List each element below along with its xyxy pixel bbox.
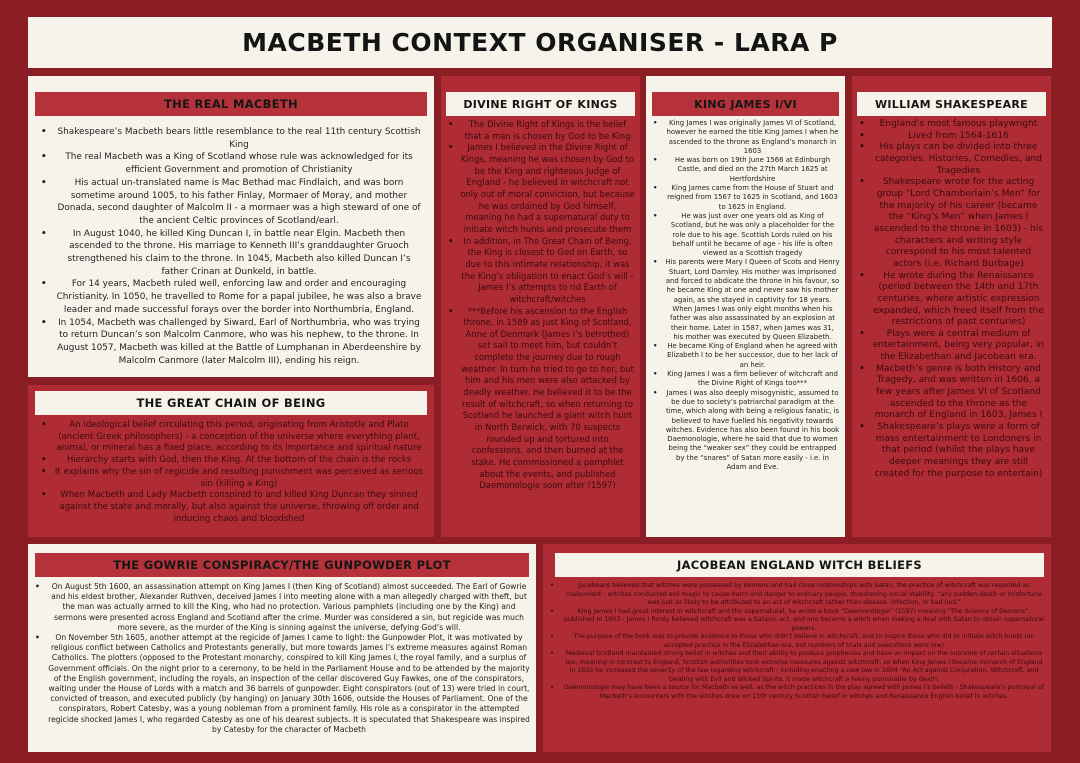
heading-gowrie: THE GOWRIE CONSPIRACY/THE GUNPOWDER PLOT: [35, 553, 529, 577]
panel-great-chain: [28, 385, 434, 537]
page-title: MACBETH CONTEXT ORGANISER - LARA P: [242, 28, 838, 57]
list-item: • The Divine Right of Kings is the belief that a man is chosen by God to be King: [444, 119, 637, 142]
list-item: • He wrote during the Renaissance (period between the 14th and 17th centuries, where artistic expression expanded, which freed itself from the restrictions of past centuries): [855, 271, 1048, 329]
list-item: • He became King of England when he agreed with Elizabeth I to be her successor, due to her lack of an heir.: [649, 342, 842, 370]
list-item: • His plays can be divided into three categories: Histories, Comedies, and Tragedies: [855, 142, 1048, 177]
heading-witch-beliefs: JACOBEAN ENGLAND WITCH BELIEFS: [555, 553, 1044, 577]
heading-real-macbeth: THE REAL MACBETH: [35, 92, 427, 116]
list-item: • Medieval Scotland maintained strong belief in witches and their ability to produce prophecies and have an impact on the outcome of certain situations too, meaning in contrast to England, Scottish authorities took extreme measures against witchcraft, so when King James I became monarch of England in 1603 he increased the severity of the law regarding witchcraft - including enacting a new law in 1604 “An Act against Conjuration, Witchcraft, and Dealing with Evil and Wicked Spirits, it made witchcraft a felony punishable by death.: [546, 650, 1048, 684]
list-king-james: [649, 119, 842, 472]
list-item: • King James came from the House of Stuart and reigned from 1567 to 1625 in Scotland, and 1603 to 1625 in England.: [649, 184, 842, 212]
list-item: • Daemonologie may have been a source for Macbeth as well, as the witch practices in the play agreed with James I’s beliefs - Shakespeare’s portrayal of Macbeth’s encounters with the witches drew on 11th century Scottish belief in witches and Renaissance English belief in witches.: [546, 684, 1048, 701]
list-item: • It explains why the sin of regicide and resulting punishment was perceived as serious sin (killing a King): [37, 467, 427, 490]
list-item: • He was just over one years old as King of Scotland, but he was only a placeholder for the role due to his age. Scottish Lords ruled on his behalf until he became of age - his life is often viewed as a Scottish tragedy: [649, 212, 842, 258]
list-item: • The purpose of the book was to provide evidence to those who didn’t believe in witchcraft, and to inspire those who did to initiate witch hunts (an accepted practice in the Elizabethan era, but numbers of trials and executions were low): [546, 633, 1048, 650]
list-item: • King James I was originally James VI of Scotland, however he earned the title King James I when he ascended to the throne as England’s monarch in 1603: [649, 119, 842, 156]
list-item: • Hierarchy starts with God, then the King. At the bottom of the chain is the rocks: [37, 455, 427, 467]
list-item: • In August 1040, he killed King Duncan I, in battle near Elgin. Macbeth then ascended to the throne. His marriage to Kenneth III’s granddaughter Gruoch strengthened his claim to the throne. In 1045, Macbeth also killed Duncan I’s father Crinan at Dunkeld, in battle.: [37, 228, 427, 279]
list-item: • England’s most famous playwright: [855, 119, 1048, 131]
list-item: • ***Before his ascension to the English throne, in 1589 as just King of Scotland, Anne of Denmark (James I’s betrothed) set sail to meet him, but couldn’t complete the journey due to rough weather. In turn he tried to go to her, but him and his men were also attacked by deadly weather. He believed it to be the result of witchcraft, so when returning to Scotland he launched a giant witch hunt in North Berwick, with 70 suspects rounded up and tortured into confessions, and then burned at the stake. He commissioned a pamphlet about the events, and published Daemonologie soon after (1597): [444, 306, 637, 493]
list-item: • His actual un-translated name is Mac Bethad mac Findlaich, and was born sometime around 1005, to his father Finlay, Mormaer of Moray, and mother Donada, second daughter of Malcolm II - a mormaer was a high steward of one of the ancient Celtic provinces of Scotland/earl.: [37, 177, 427, 228]
list-item: • King James I had great interest in witchcraft and the supernatural, he wrote a book “Daemonologie” (1597) meaning “The Science of Demons”, published in 1603 - James I firmly believed witchcraft was a Satanic act, and one became a witch when making a deal with Satan to obtain supernatural powers.: [546, 608, 1048, 634]
list-item: • When Macbeth and Lady Macbeth conspired to and killed King Duncan they sinned against the state and morally, but also against the universe, throwing off order and inducing chaos and bloodshed: [37, 490, 427, 525]
list-item: • James I believed in the Divine Right of Kings, meaning he was chosen by God to be the King and righteous Judge of England - he believed in witchcraft not only out of moral conviction, but because he was ordained by God himself, meaning he had a supernatural duty to initiate witch hunts and prosecute them: [444, 142, 637, 235]
panel-king-james: [646, 76, 845, 537]
list-witch-beliefs: [546, 582, 1048, 701]
title-bar: [28, 17, 1052, 68]
panel-real-macbeth: [28, 76, 434, 377]
panel-witch-beliefs: [543, 544, 1051, 752]
list-item: • Jacobeans believed that witches were possessed by demons and had close relationships with Satan, the practice of witchcraft was regarded as malevolent - witches conducted evil magic to cause harm and danger to ordinary people, threatening social stability. “any sudden death or misfortune was just as likely to be attributed to an act of witchcraft rather than disease, infection, or bad luck”: [546, 582, 1048, 608]
list-gowrie: [31, 582, 533, 735]
list-item: • Lived from 1564-1616: [855, 131, 1048, 143]
list-divine-right: [444, 119, 637, 492]
panel-divine-right: [441, 76, 640, 537]
list-item: • On November 5th 1605, another attempt at the regicide of James I came to light: the Gunpowder Plot, it was motivated by religious conflict between Catholics and Protestants generally, but more towards James I’s extreme measures against Roman Catholics. The plotters (opposed to the Protestant monarchy, conspired to kill King James I, the royal family, and a surplus of Government officials. On the night prior to a ceremony, to be held in the Parliament House and to be attended by the majority of the English government, including the royals, an inspection of the cellar discovered Guy Fawkes, one of the conspirators, waiting under the House of Lords with a match and 36 barrels of gunpowder. Eight conspirators (out of 13) were tried in court, convicted of treason, and executed publicly (by hanging) on January 30th 1606, outside the Houses of Parliament. One of the conspirators, Robert Catesby, was a young nobleman from a prominent family. His role as a conspirator in the attempted regicide shocked James I, who regarded Catesby as one of his dearest subjects. It is speculated that Shakespeare was inspired by Catesby for the character of Macbeth: [31, 633, 533, 735]
list-item: • The real Macbeth was a King of Scotland whose rule was acknowledged for its efficient Government and promotion of Christianity: [37, 151, 427, 176]
list-item: • On August 5th 1600, an assassination attempt on King James I (then King of Scotland) almost succeeded. The Earl of Gowrie and his eldest brother, Alexander Ruthven, deceived James I into meeting alone with a man allegedly charged with theft, but the man was actually armed to kill the King, who had no protection. Various pamphlets (including one by the King) and sermons were presented across England and Scotland after the crime. Murder was considered a sin, but regicide was much more severe, as the murder of the King is sinning against the universe, defying God’s will.: [31, 582, 533, 633]
heading-king-james: KING JAMES I/VI: [652, 92, 839, 116]
heading-great-chain: THE GREAT CHAIN OF BEING: [35, 391, 427, 415]
list-item: • Shakespeare’s Macbeth bears little resemblance to the real 11th century Scottish King: [37, 126, 427, 151]
list-item: • His parents were Mary I Queen of Scots and Henry Stuart, Lord Darnley. His mother was imprisoned and forced to abdicate the throne in his favour, so he became King at one and never saw his mother again, as she stayed in captivity for 18 years. When James I was only eight months when his father was also assassinated by an explosion at their home. Later in 1587, when James was 31, his mother was executed by Queen Elizabeth.: [649, 258, 842, 342]
list-item: • Macbeth’s genre is both History and Tragedy, and was written in 1606, a few years after James VI of Scotland ascended to the throne as the monarch of England in 1603, James I: [855, 364, 1048, 422]
heading-shakespeare: WILLIAM SHAKESPEARE: [857, 92, 1046, 116]
heading-divine-right: DIVINE RIGHT OF KINGS: [446, 92, 635, 116]
list-item: • For 14 years, Macbeth ruled well, enforcing law and order and encouraging Christianity. In 1050, he travelled to Rome for a papal jubilee, he was also a brave leader and made successful forays over the border into Northumbria, England.: [37, 278, 427, 316]
list-item: • Shakespeare’s plays were a form of mass entertainment to Londoners in that period (whilst the plays have deeper meanings they are still created for the purpose to entertain): [855, 422, 1048, 480]
list-item: • In addition, in The Great Chain of Being, the King is closest to God on Earth, so due to this intimate relationship, it was the King’s obligation to enact God’s will - James I’s attempts to rid Earth of witchcraft/witches: [444, 236, 637, 306]
list-shakespeare: [855, 119, 1048, 480]
panel-shakespeare: [852, 76, 1051, 537]
list-real-macbeth: [37, 126, 427, 367]
panel-gowrie: [28, 544, 536, 752]
list-great-chain: [37, 420, 427, 525]
list-item: • In 1054, Macbeth was challenged by Siward, Earl of Northumbria, who was trying to return Duncan’s son Malcolm Canmore, who was his nephew, to the throne. In August 1057, Macbeth was killed at the Battle of Lumphanan in Aberdeenshire by Malcolm Canmore (later Malcolm III), ending his reign.: [37, 317, 427, 368]
list-item: • He was born on 19th June 1566 at Edinburgh Castle, and died on the 27th March 1625 at Hertfordshire: [649, 156, 842, 184]
list-item: • King James I was a firm believer of witchcraft and the Divine Right of Kings too***: [649, 370, 842, 389]
list-item: • Shakespeare wrote for the acting group “Lord Chamberlain’s Men” for the majority of his career (became the “King’s Men” when James I ascended to the throne in 1603) - his characters and writing style correspond to his most talented actors (i.e. Richard Burbage): [855, 177, 1048, 270]
list-item: • An ideological belief circulating this period, originating from Aristotle and Plato (ancient Greek philosophers) - a conception of the universe where everything plant, animal, or mineral has a fixed place, according to its importance and spiritual nature: [37, 420, 427, 455]
list-item: • James I was also deeply misogynistic, assumed to be due to society’s patriarchal paradigm at the time, which along with being a religious fanatic, is believed to have fuelled his negativity towards witches. Evidence has also been found in his book Daemonologie, where he said that due to women being the “weaker sex” they could be entrapped by the “snares” of Satan more easily - i.e. in Adam and Eve.: [649, 389, 842, 473]
list-item: • Plays were a central medium of entertainment, being very popular, in the Elizabethan and Jacobean era.: [855, 329, 1048, 364]
